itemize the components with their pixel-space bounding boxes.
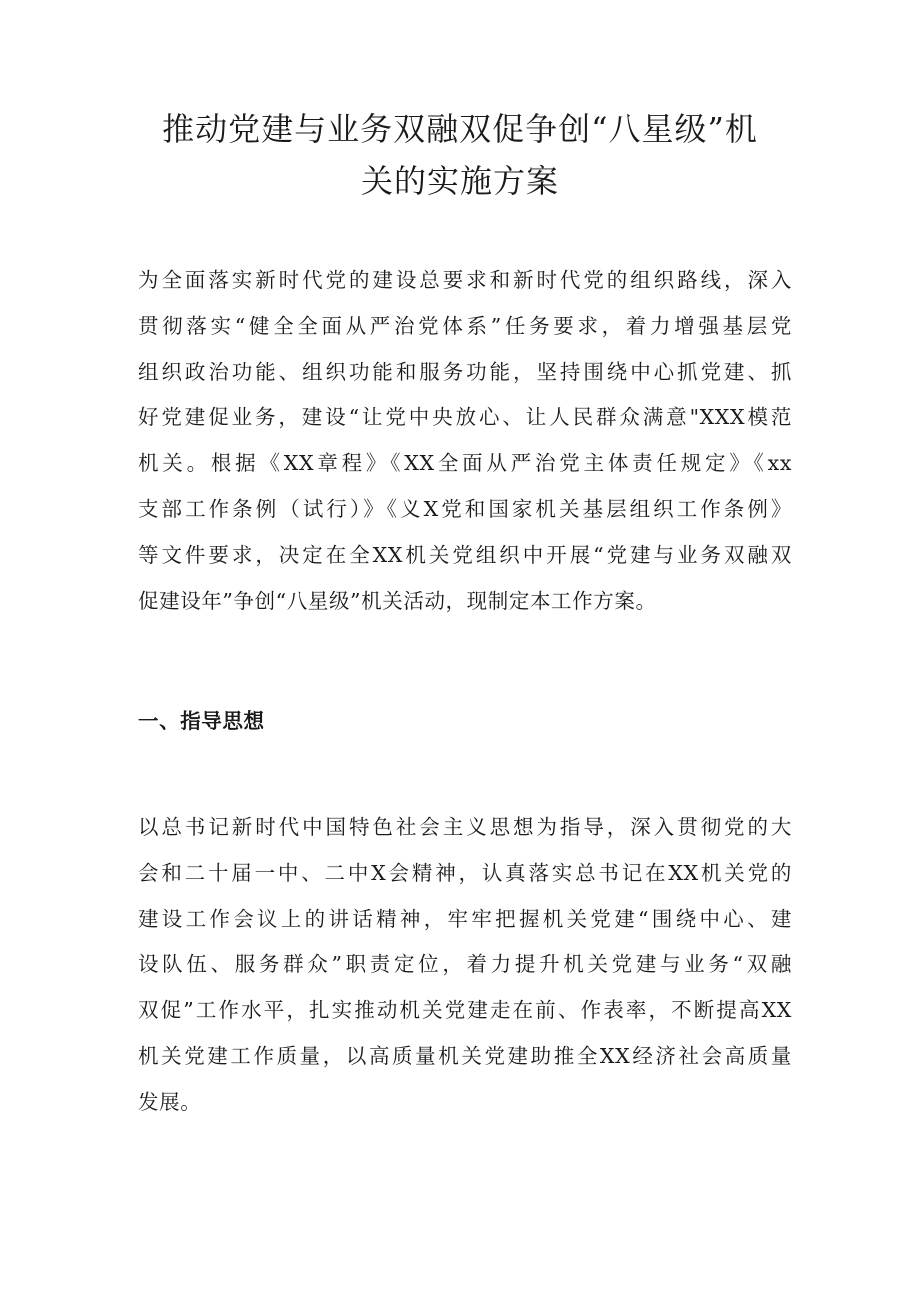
paragraph-line: 贯彻落实“健全全面从严治党体系”任务要求，着力增强基层党	[138, 313, 792, 338]
paragraph-line: 支部工作条例（试行）》《义X党和国家机关基层组织工作条例》	[138, 496, 792, 521]
paragraph-line: 设队伍、服务群众”职责定位，着力提升机关党建与业务“双融	[138, 952, 792, 977]
paragraph-line: 为全面落实新时代党的建设总要求和新时代党的组织路线，深入	[138, 268, 792, 292]
section-heading-guiding-ideology: 一、指导思想	[138, 709, 265, 733]
guiding-ideology-paragraph	[138, 805, 792, 1126]
paragraph-line: 好党建促业务，建设“让党中央放心、让人民群众满意"XXX模范	[138, 405, 792, 430]
paragraph-line: 双促”工作水平，扎实推动机关党建走在前、作表率，不断提高XX	[138, 998, 792, 1023]
paragraph-line: 以总书记新时代中国特色社会主义思想为指导，深入贯彻党的大	[138, 815, 792, 839]
title-line: 关的实施方案	[360, 162, 559, 200]
paragraph-line: 机关。根据《XX章程》《XX全面从严治党主体责任规定》《xx	[138, 451, 792, 476]
paragraph-line: 促建设年”争创“八星级”机关活动，现制定本工作方案。	[138, 588, 657, 613]
document-title	[130, 103, 790, 207]
paragraph-line: 等文件要求，决定在全XX机关党组织中开展“党建与业务双融双	[138, 542, 792, 567]
paragraph-line: 建设工作会议上的讲话精神，牢牢把握机关党建“围绕中心、建	[138, 906, 792, 931]
title-line: 推动党建与业务双融双促争创“八星级”机	[162, 110, 758, 148]
paragraph-line: 组织政治功能、组织功能和服务功能，坚持围绕中心抓党建、抓	[138, 359, 792, 384]
paragraph-line: 会和二十届一中、二中X会精神，认真落实总书记在XX机关党的	[138, 860, 792, 885]
paragraph-line: 发展。	[138, 1089, 202, 1114]
paragraph-line: 机关党建工作质量，以高质量机关党建助推全XX经济社会高质量	[138, 1043, 792, 1068]
intro-paragraph	[138, 258, 792, 624]
